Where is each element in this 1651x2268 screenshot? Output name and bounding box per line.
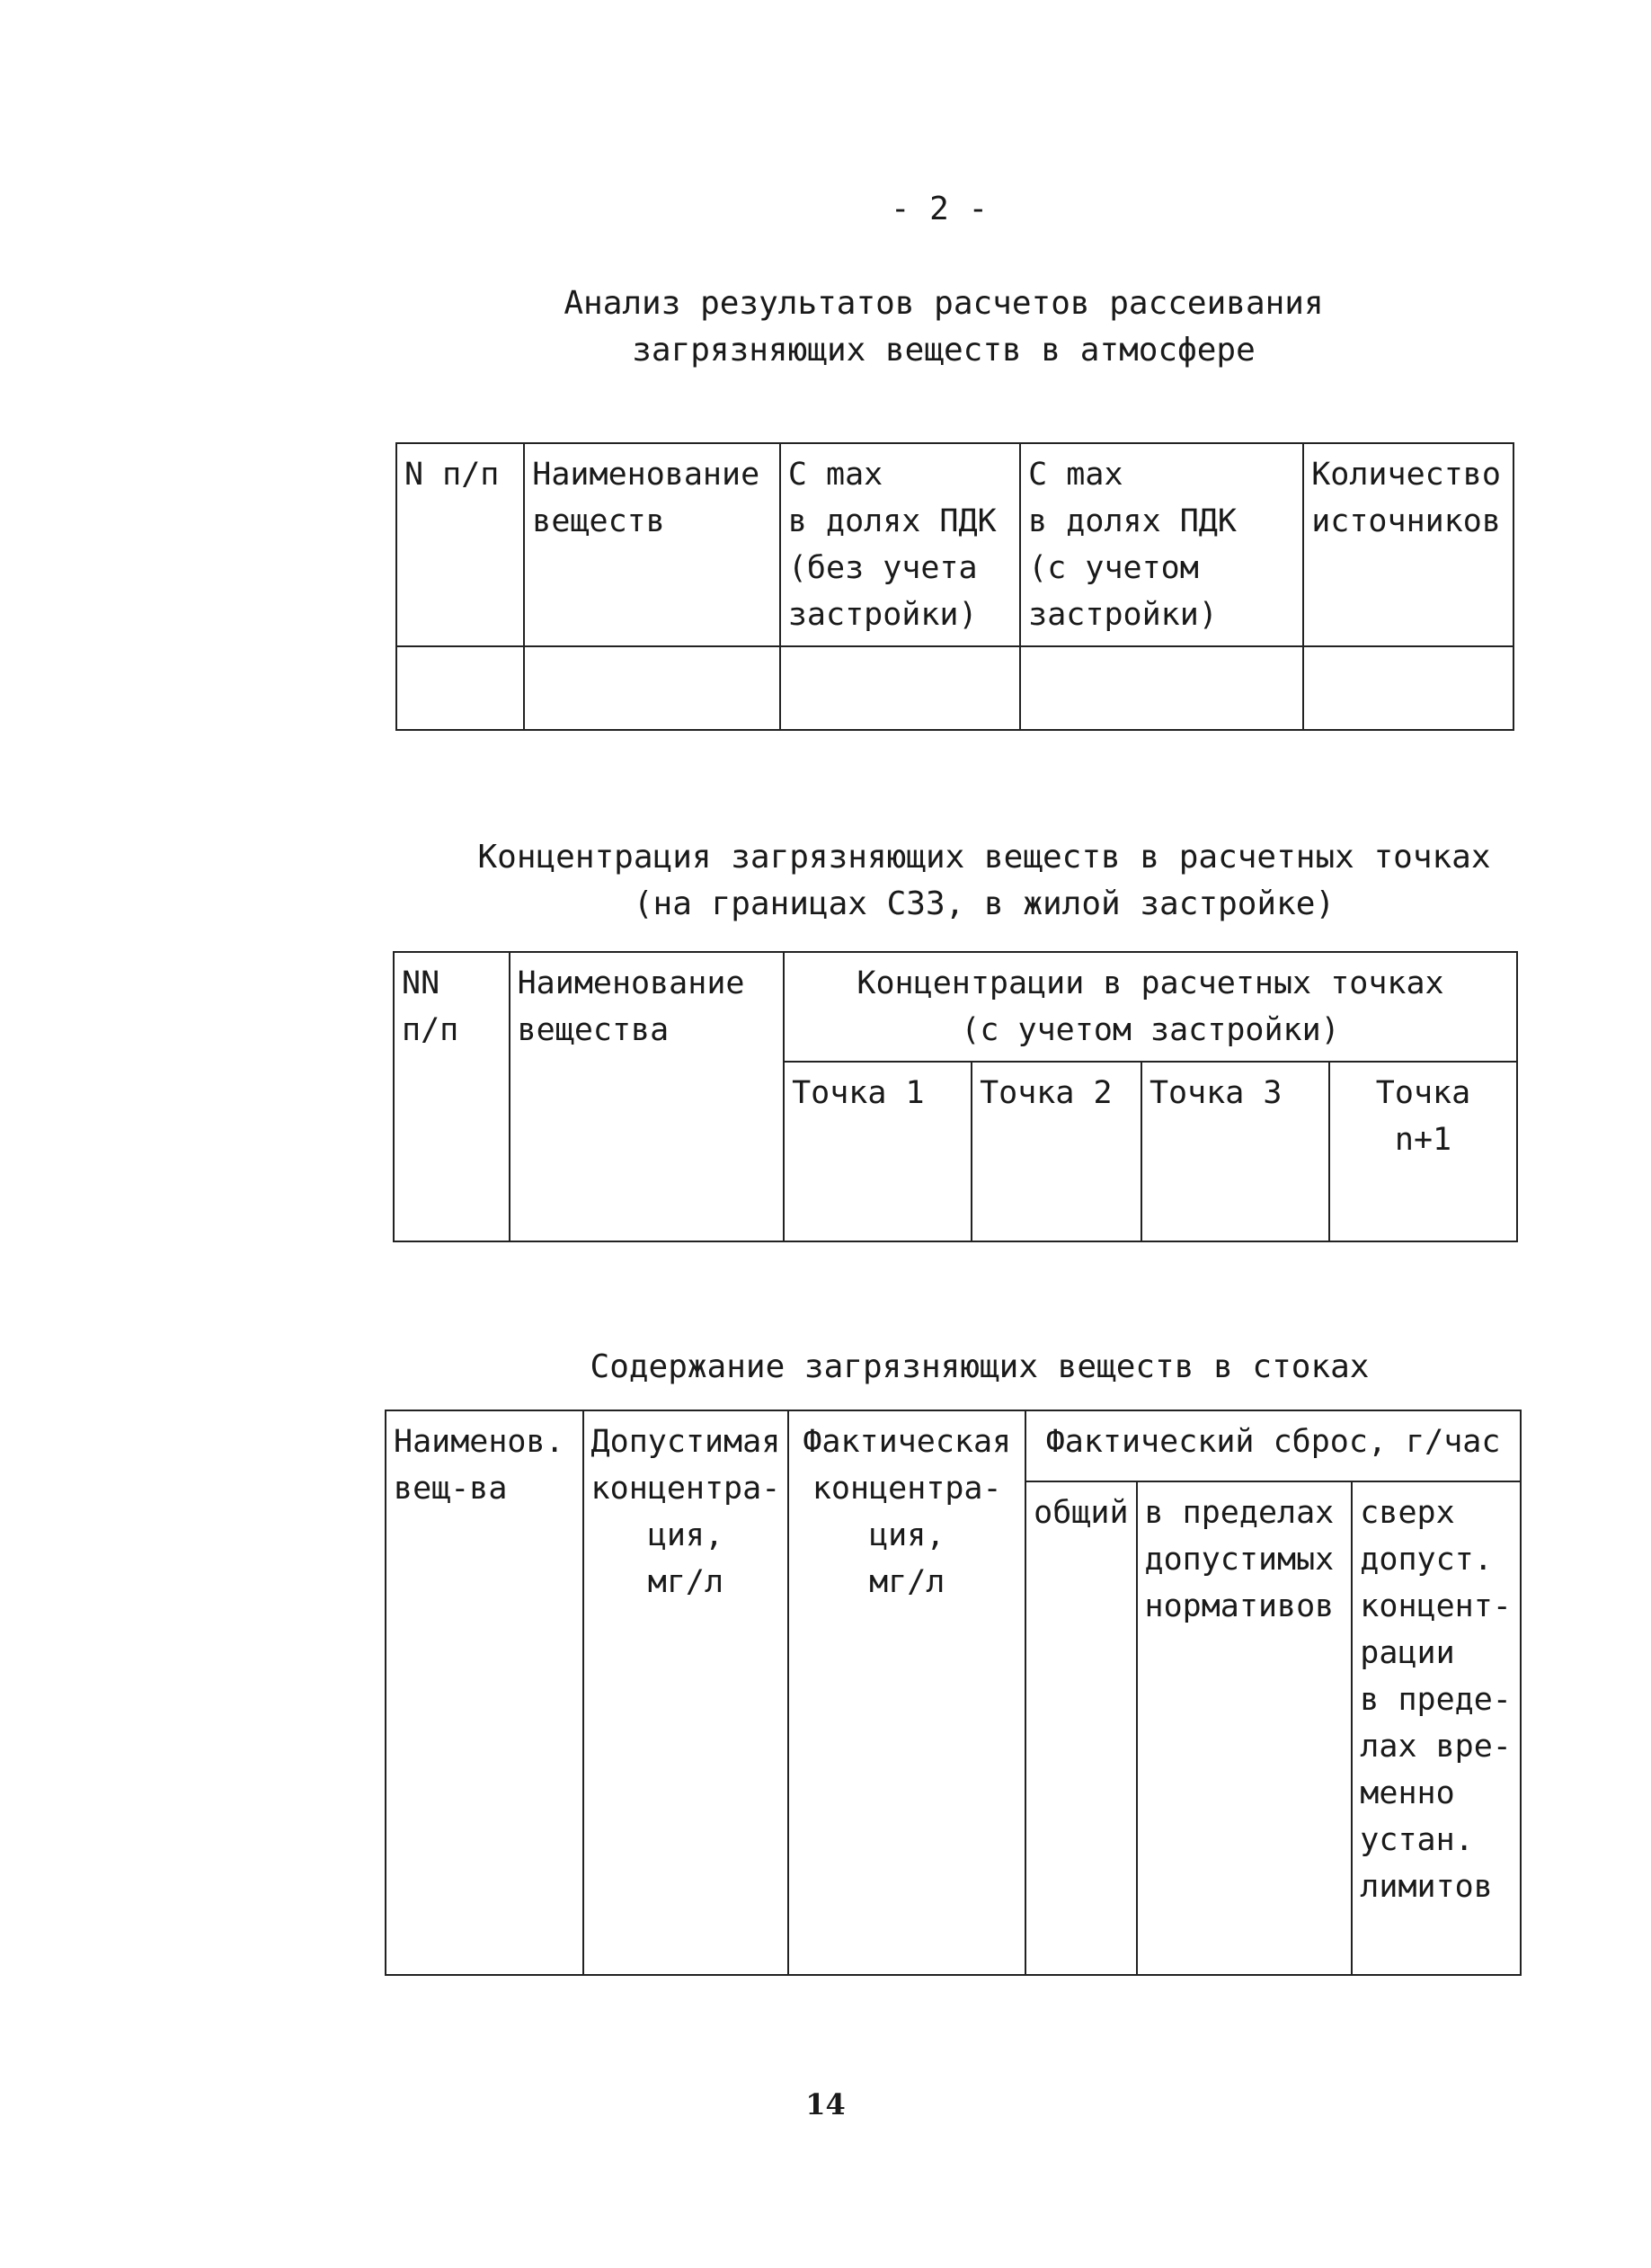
table3-header-actual: Фактическая концентра- ция, мг/л — [788, 1410, 1025, 1975]
table-row — [396, 443, 1513, 646]
table2-header-point-n: Точка n+1 — [1329, 1062, 1517, 1241]
table2-header-name: Наименование вещества — [510, 952, 784, 1241]
table1-header-num: N п/п — [396, 443, 524, 646]
table-row — [396, 646, 1513, 730]
table1-header-name: Наименование веществ — [524, 443, 780, 646]
table1-header-cmax-with: C max в долях ПДК (с учетом застройки) — [1020, 443, 1303, 646]
table3-subheader-total: общий — [1025, 1481, 1136, 1975]
table1-cell — [396, 646, 524, 730]
table3-title: Содержание загрязняющих веществ в стоках — [590, 1348, 1370, 1385]
table2-header-point-2: Точка 2 — [972, 1062, 1141, 1241]
table2-header-point-1: Точка 1 — [784, 1062, 972, 1241]
table1-header-cmax-without: C max в долях ПДК (без учета застройки) — [780, 443, 1020, 646]
table3-header-discharge: Фактический сброс, г/час — [1025, 1410, 1521, 1481]
table1-title: Анализ результатов расчетов рассеивания загрязняющих веществ в атмосфере — [564, 285, 1324, 369]
table2-title: Концентрация загрязняющих веществ в расчетных точках (на границах СЗЗ, в жилой застройке) — [477, 839, 1491, 922]
table2-header-num: NN п/п — [394, 952, 510, 1241]
table-row — [386, 1410, 1521, 1481]
table1-cell — [780, 646, 1020, 730]
table3-header-allowed: Допустимая концентра- ция, мг/л — [583, 1410, 789, 1975]
table2 — [393, 951, 1518, 1242]
page-number-bottom: 14 — [805, 2087, 846, 2121]
table1 — [395, 442, 1514, 731]
table3 — [385, 1410, 1522, 1976]
table1-cell — [524, 646, 780, 730]
table1-cell — [1020, 646, 1303, 730]
page-number-top: - 2 - — [890, 191, 989, 227]
table3-header-name: Наименов. вещ-ва — [386, 1410, 583, 1975]
table1-header-sources: Количество источников — [1303, 443, 1513, 646]
table-row — [394, 952, 1517, 1062]
table1-cell — [1303, 646, 1513, 730]
table3-subheader-above: сверх допуст. концент- рации в преде- лах вре- менно устан. лимитов — [1352, 1481, 1521, 1975]
table2-header-point-3: Точка 3 — [1141, 1062, 1329, 1241]
table3-subheader-within: в пределах допустимых нормативов — [1137, 1481, 1353, 1975]
table2-header-concentrations: Концентрации в расчетных точках (с учетом застройки) — [784, 952, 1517, 1062]
